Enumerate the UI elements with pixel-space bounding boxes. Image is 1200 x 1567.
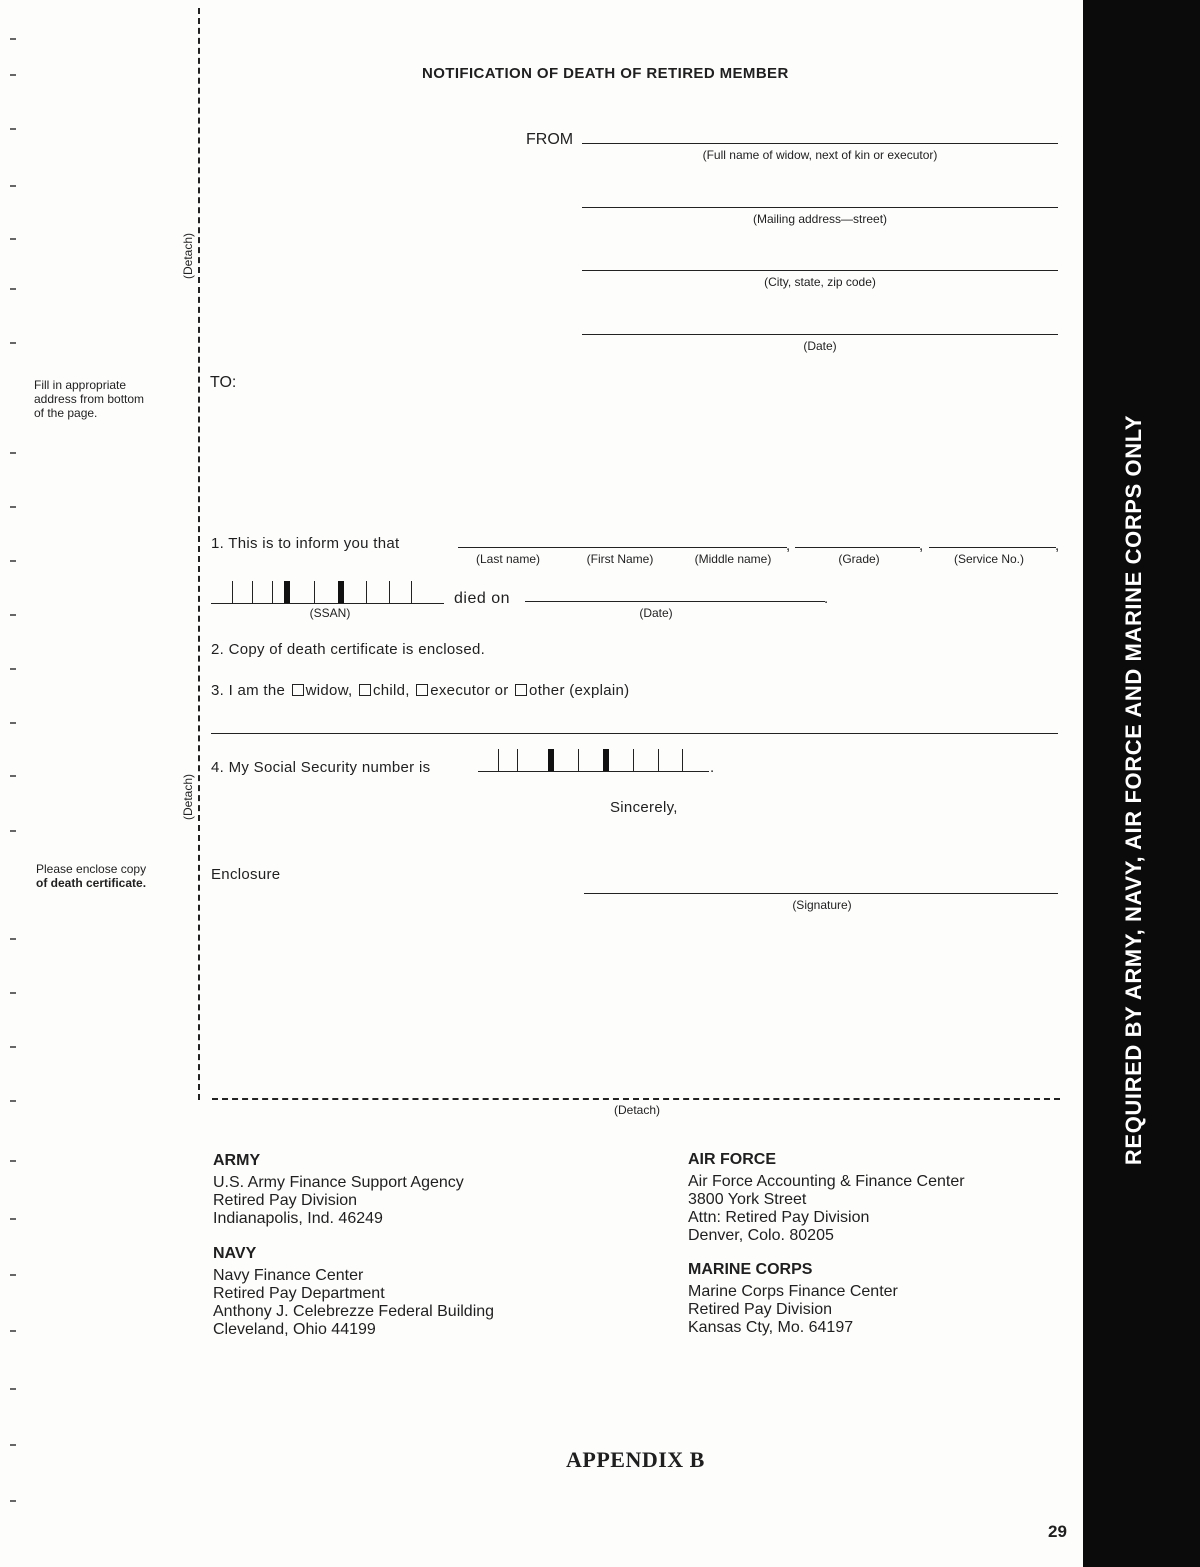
death-date-line[interactable] bbox=[525, 601, 825, 602]
item1-text: 1. This is to inform you that bbox=[211, 535, 400, 552]
address-line: Retired Pay Department bbox=[213, 1285, 385, 1302]
social-security-field[interactable] bbox=[478, 749, 709, 775]
executor-checkbox[interactable] bbox=[416, 684, 428, 696]
enclosure-text: Enclosure bbox=[211, 866, 281, 883]
margin-tick bbox=[10, 775, 16, 777]
margin-tick bbox=[10, 1274, 16, 1276]
from-label: FROM bbox=[526, 131, 574, 148]
margin-tick bbox=[10, 288, 16, 290]
died-on-label: died on bbox=[454, 590, 510, 607]
from-date-caption: (Date) bbox=[803, 339, 837, 353]
address-line: Navy Finance Center bbox=[213, 1267, 364, 1284]
side-note-fill-in bbox=[34, 378, 144, 420]
address-line: Cleveland, Ohio 44199 bbox=[213, 1321, 376, 1338]
child-checkbox[interactable] bbox=[359, 684, 371, 696]
other-checkbox[interactable] bbox=[515, 684, 527, 696]
item4-text: 4. My Social Security number is bbox=[211, 759, 431, 776]
service-number-caption: (Service No.) bbox=[953, 552, 1025, 566]
from-date-line[interactable] bbox=[582, 334, 1058, 335]
widow-checkbox[interactable] bbox=[292, 684, 304, 696]
side-note-line: Please enclose copy bbox=[36, 862, 147, 876]
page-number: 29 bbox=[1048, 1522, 1067, 1541]
address-line: 3800 York Street bbox=[688, 1191, 807, 1208]
army-address bbox=[213, 1152, 464, 1228]
requirement-band-label: REQUIRED BY ARMY, NAVY, AIR FORCE AND MARINE CORPS ONLY bbox=[1121, 414, 1146, 1166]
signature-line[interactable] bbox=[584, 893, 1058, 894]
address-line: U.S. Army Finance Support Agency bbox=[213, 1174, 464, 1191]
middle-name-caption: (Middle name) bbox=[694, 552, 772, 566]
child-option-label: child, bbox=[372, 682, 410, 699]
margin-tick bbox=[10, 992, 16, 994]
from-name-caption: (Full name of widow, next of kin or executor) bbox=[702, 148, 938, 162]
item3-prefix: 3. I am the bbox=[211, 682, 286, 699]
grade-caption: (Grade) bbox=[838, 552, 880, 566]
sincerely-text: Sincerely, bbox=[610, 799, 678, 816]
margin-tick bbox=[10, 452, 16, 454]
service-number-line[interactable] bbox=[929, 547, 1056, 548]
mailing-address-caption: (Mailing address—street) bbox=[752, 212, 888, 226]
side-note-line: of death certificate. bbox=[36, 876, 147, 890]
comma-separator: , bbox=[786, 537, 791, 554]
document-page: (Detach) (Detach) Fill in appropriate address from bottom of the page. Please enclose copy of death certificate. NOTIFICATION OF DEATH OF RETIRED MEMBER FROM (Full name of widow, next of kin or executor) (Mailing address—street) (City, state, zip code) (Date) TO: 1. This is to inform you that , , , (Last name) (First Name) (Middle name) (Grade) (Service No.) (SSAN) died on . (Date) 2. Copy of death certificate is enclosed. 3. I am the widow, child, executor or other (explain) 4. My Social Security number is . Sincerely, Enclosure (Signature) (Detach) ARMY U.S. Army Finance Support Agency Retired Pay Division Indianapolis, Ind. 46249 NAVY Navy Finance Center Retired Pay Department Anthony J. Celebrezze Federal Building Cleveland, Ohio 44199 AIR FORCE Air Force Accounting & Finance Center 3800 York Street Attn: Retired Pay Division Denver, Colo. 80205 MARINE CORPS Marine Corps Finance Center Retired Pay Division Kansas Cty, Mo. 64197 APPENDIX B 29 REQUIRED BY ARMY, NAVY, AIR FORCE AND MARINE CORPS ONLY bbox=[0, 0, 1200, 1567]
address-line: Air Force Accounting & Finance Center bbox=[688, 1173, 965, 1190]
margin-tick bbox=[10, 506, 16, 508]
comma-separator: , bbox=[1055, 537, 1060, 554]
army-heading: ARMY bbox=[213, 1152, 261, 1169]
period-separator: . bbox=[824, 590, 829, 607]
marine-corps-address bbox=[688, 1261, 898, 1337]
margin-tick bbox=[10, 1330, 16, 1332]
city-state-zip-line[interactable] bbox=[582, 270, 1058, 271]
margin-tick bbox=[10, 668, 16, 670]
city-state-zip-caption: (City, state, zip code) bbox=[764, 275, 876, 289]
comma-separator: , bbox=[919, 537, 924, 554]
form-title: NOTIFICATION OF DEATH OF RETIRED MEMBER bbox=[422, 65, 789, 82]
margin-tick bbox=[10, 74, 16, 76]
address-line: Indianapolis, Ind. 46249 bbox=[213, 1210, 383, 1227]
marine-corps-heading: MARINE CORPS bbox=[688, 1261, 813, 1278]
margin-tick bbox=[10, 1046, 16, 1048]
air-force-address bbox=[688, 1151, 965, 1245]
detach-label-bottom: (Detach) bbox=[613, 1103, 661, 1117]
ssan-caption: (SSAN) bbox=[309, 606, 351, 620]
other-option-label: other (explain) bbox=[529, 682, 630, 699]
grade-line[interactable] bbox=[795, 547, 920, 548]
margin-tick bbox=[10, 238, 16, 240]
item3-row bbox=[211, 682, 629, 699]
signature-caption: (Signature) bbox=[792, 898, 852, 912]
address-line: Retired Pay Division bbox=[688, 1301, 833, 1318]
side-note-line: Fill in appropriate bbox=[34, 378, 127, 392]
item2-text: 2. Copy of death certificate is enclosed. bbox=[211, 641, 486, 658]
ssan-field[interactable] bbox=[211, 581, 444, 607]
side-note-line: of the page. bbox=[34, 406, 98, 420]
navy-address bbox=[213, 1245, 494, 1339]
address-line: Retired Pay Division bbox=[213, 1192, 358, 1209]
address-line: Marine Corps Finance Center bbox=[688, 1283, 898, 1300]
death-date-caption: (Date) bbox=[639, 606, 673, 620]
navy-heading: NAVY bbox=[213, 1245, 257, 1262]
margin-tick bbox=[10, 614, 16, 616]
air-force-heading: AIR FORCE bbox=[688, 1151, 776, 1168]
margin-tick bbox=[10, 185, 16, 187]
side-note-enclose bbox=[36, 862, 146, 890]
margin-tick bbox=[10, 1100, 16, 1102]
margin-tick bbox=[10, 1500, 16, 1502]
from-name-line[interactable] bbox=[582, 143, 1058, 144]
mailing-address-line[interactable] bbox=[582, 207, 1058, 208]
period-separator: . bbox=[710, 759, 715, 776]
executor-option-label: executor or bbox=[430, 682, 509, 699]
address-line: Denver, Colo. 80205 bbox=[688, 1227, 834, 1244]
margin-tick bbox=[10, 560, 16, 562]
margin-tick bbox=[10, 938, 16, 940]
margin-tick bbox=[10, 128, 16, 130]
address-line: Anthony J. Celebrezze Federal Building bbox=[213, 1303, 495, 1320]
margin-tick bbox=[10, 830, 16, 832]
explain-line[interactable] bbox=[211, 733, 1058, 734]
margin-tick bbox=[10, 1160, 16, 1162]
margin-tick bbox=[10, 1388, 16, 1390]
margin-tick bbox=[10, 1444, 16, 1446]
side-note-line: address from bottom bbox=[34, 392, 145, 406]
margin-tick bbox=[10, 1218, 16, 1220]
margin-tick bbox=[10, 342, 16, 344]
address-line: Kansas Cty, Mo. 64197 bbox=[688, 1319, 854, 1336]
deceased-name-line[interactable] bbox=[458, 547, 787, 548]
widow-option-label: widow, bbox=[305, 682, 353, 699]
last-name-caption: (Last name) bbox=[475, 552, 541, 566]
detach-line-horizontal bbox=[212, 1098, 1060, 1100]
appendix-label: APPENDIX B bbox=[566, 1447, 705, 1472]
margin-tick bbox=[10, 38, 16, 40]
margin-tick bbox=[10, 722, 16, 724]
to-label: TO: bbox=[210, 374, 237, 391]
detach-line-vertical bbox=[198, 8, 200, 1100]
first-name-caption: (First Name) bbox=[586, 552, 654, 566]
address-line: Attn: Retired Pay Division bbox=[688, 1209, 870, 1226]
